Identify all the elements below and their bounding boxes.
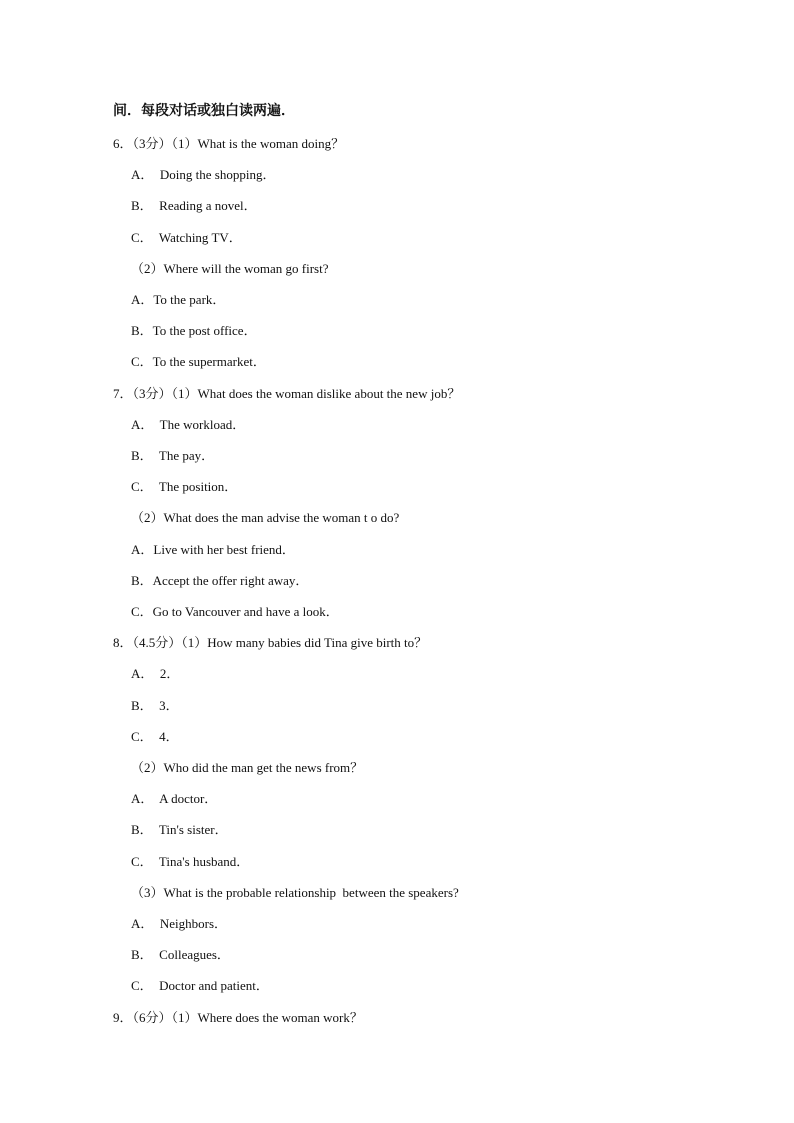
question-7-stem: 7．（3分）（1）What does the woman dislike about the new job？ (113, 386, 461, 401)
question-8-sub2-option-a: A． A doctor． (131, 791, 218, 806)
question-6-stem: 6．（3分）（1）What is the woman doing？ (113, 136, 345, 151)
question-7-option-a: A． The workload． (131, 417, 246, 432)
question-8-option-c: C． 4． (131, 729, 179, 744)
section-intro: 间．每段对话或独白读两遍． (113, 104, 295, 119)
question-6-option-a: A． Doing the shopping． (131, 167, 276, 182)
question-8-sub2-stem: （2）Who did the man get the news from？ (131, 760, 364, 775)
question-8-sub2-option-c: C． Tina's husband． (131, 854, 250, 869)
question-6-sub2-stem: （2）Where will the woman go first? (131, 261, 329, 276)
question-7-sub2-option-c: C．Go to Vancouver and have a look． (131, 604, 339, 619)
question-7-sub2-option-b: B．Accept the offer right away． (131, 573, 309, 588)
question-6-option-b: B． Reading a novel． (131, 198, 257, 213)
question-7-option-c: C． The position． (131, 479, 238, 494)
question-8-sub3-option-c: C． Doctor and patient． (131, 978, 269, 993)
question-8-option-b: B． 3． (131, 698, 179, 713)
question-8-sub3-option-a: A． Neighbors． (131, 916, 228, 931)
question-8-option-a: A． 2． (131, 666, 180, 681)
question-7-option-b: B． The pay． (131, 448, 215, 463)
question-6-option-c: C． Watching TV． (131, 230, 242, 245)
question-8-sub3-option-b: B． Colleagues． (131, 947, 230, 962)
question-6-sub2-option-b: B．To the post office． (131, 323, 257, 338)
question-7-sub2-stem: （2）What does the man advise the woman t o do? (131, 510, 400, 525)
question-9-stem: 9．（6分）（1）Where does the woman work？ (113, 1010, 363, 1025)
question-7-sub2-option-a: A．Live with her best friend． (131, 542, 295, 557)
question-8-sub3-stem: （3）What is the probable relationship between the speakers? (131, 885, 459, 900)
question-8-stem: 8．（4.5分）（1）How many babies did Tina give birth to？ (113, 635, 428, 650)
question-6-sub2-option-a: A．To the park． (131, 292, 226, 307)
question-8-sub2-option-b: B． Tin's sister． (131, 822, 228, 837)
question-6-sub2-option-c: C．To the supermarket． (131, 354, 266, 369)
